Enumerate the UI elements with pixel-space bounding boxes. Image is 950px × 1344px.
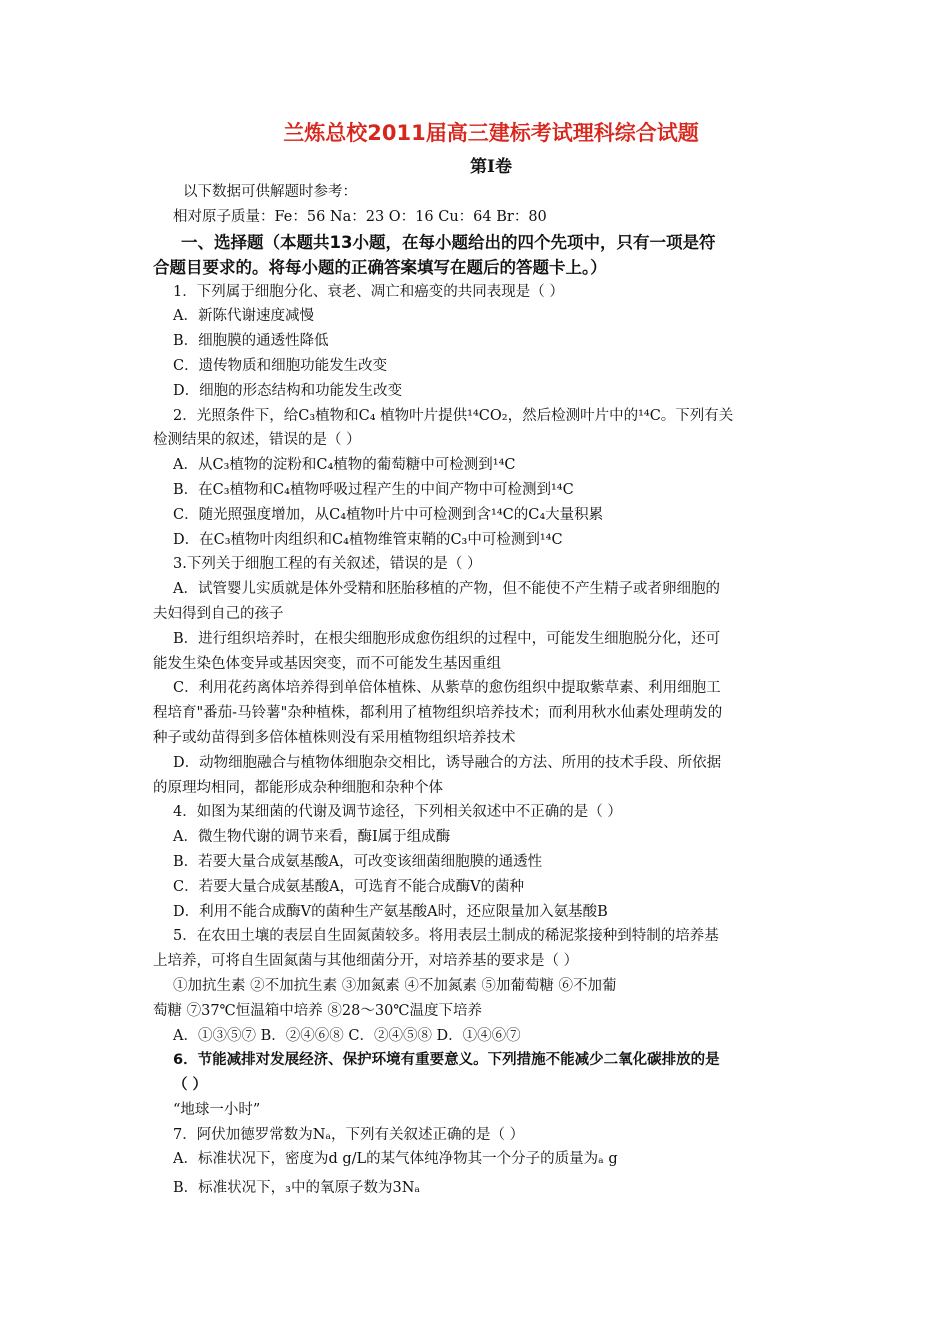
question-1: 1．下列属于细胞分化、衰老、凋亡和癌变的共同表现是（ ） [173, 283, 564, 300]
option-1d: D．细胞的形态结构和功能发生改变 [173, 382, 403, 399]
option-1a: A．新陈代谢速度减慢 [173, 308, 314, 325]
question-6-line1: 6．节能减排对发展经济、保护环境有重要意义。下列措施不能减少二氧化碳排放的是 [173, 1052, 720, 1069]
section1-heading-line2: 合题目要求的。将每小题的正确答案填写在题后的答题卡上。） [153, 257, 607, 277]
option-2a: A．从C₃植物的淀粉和C₄植物的葡萄糖中可检测到¹⁴C [173, 457, 516, 474]
question-5-options-line1: ①加抗生素 ②不加抗生素 ③加氮素 ④不加氮素 ⑤加葡萄糖 ⑥不加葡 [173, 977, 617, 994]
question-5-choices: A．①③⑤⑦ B．②④⑥⑧ C．②④⑤⑧ D．①④⑥⑦ [173, 1027, 521, 1044]
option-1c: C．遗传物质和细胞功能发生改变 [173, 357, 388, 374]
question-5-line1: 5．在农田土壤的表层自生固氮菌较多。将用表层土制成的稀泥浆接种到特制的培养基 [173, 928, 719, 945]
question-6-note: “地球一小时” [173, 1101, 261, 1118]
option-4a: A．微生物代谢的调节来看，酶Ⅰ属于组成酶 [173, 829, 451, 846]
option-3a-line1: A．试管婴儿实质就是体外受精和胚胎移植的产物，但不能使不产生精子或者卵细胞的 [173, 581, 720, 598]
option-3a-line2: 夫妇得到自己的孩子 [153, 605, 284, 622]
question-5-line2: 上培养，可将自生固氮菌与其他细菌分开，对培养基的要求是（ ） [153, 953, 579, 970]
option-3c-line1: C．利用花药离体培养得到单倍体植株、从紫草的愈伤组织中提取紫草素、利用细胞工 [173, 680, 721, 697]
option-4b: B．若要大量合成氨基酸A，可改变该细菌细胞膜的通透性 [173, 853, 543, 870]
intro-text: 以下数据可供解题时参考： [183, 184, 357, 200]
question-2-line2: 检测结果的叙述，错误的是（ ） [153, 432, 361, 449]
option-3c-line3: 种子或幼苗得到多倍体植株则没有采用植物组织培养技术 [153, 729, 516, 746]
section1-heading-line1: 一、选择题（本题共13小题，在每小题给出的四个先项中，只有一项是符 [181, 232, 716, 252]
option-4d: D．利用不能合成酶Ⅴ的菌种生产氨基酸A时，还应限量加入氨基酸B [173, 903, 608, 920]
option-4c: C．若要大量合成氨基酸A，可选育不能合成酶Ⅴ的菌种 [173, 878, 525, 895]
exam-page [153, 118, 809, 1201]
volume-heading: 第Ⅰ卷 [470, 157, 512, 177]
option-3b-line2: 能发生染色体变异或基因突变，而不可能发生基因重组 [153, 655, 501, 672]
option-3d-line1: D．动物细胞融合与植物体细胞杂交相比，诱导融合的方法、所用的技术手段、所依据 [173, 754, 722, 771]
atomic-mass-line: 相对原子质量：Fe：56 Na：23 O：16 Cu：64 Br：80 [173, 208, 547, 225]
option-3b-line1: B．进行组织培养时，在根尖细胞形成愈伤组织的过程中，可能发生细胞脱分化，还可 [173, 630, 721, 647]
option-2b: B．在C₃植物和C₄植物呼吸过程产生的中间产物中可检测到¹⁴C [173, 481, 574, 498]
option-2d: D．在C₃植物叶肉组织和C₄植物维管束鞘的C₃中可检测到¹⁴C [173, 531, 563, 548]
option-2c: C．随光照强度增加，从C₄植物叶片中可检测到含¹⁴C的C₄大量积累 [173, 506, 604, 523]
question-2-line1: 2．光照条件下，给C₃植物和C₄ 植物叶片提供¹⁴CO₂，然后检测叶片中的¹⁴C。下列有关 [173, 407, 734, 424]
exam-title: 兰炼总校2011届高三建标考试理科综合试题 [283, 121, 699, 145]
question-6-line2: （ ） [173, 1077, 208, 1094]
option-7a: A．标准状况下，密度为d g/L的某气体纯净物其一个分子的质量为ₐ g [173, 1151, 618, 1168]
option-1b: B．细胞膜的通透性降低 [173, 333, 329, 350]
question-3: 3.下列关于细胞工程的有关叙述，错误的是（ ） [173, 556, 482, 573]
option-7b: B．标准状况下，₃中的氧原子数为3Nₐ [173, 1180, 420, 1197]
question-4: 4．如图为某细菌的代谢及调节途径，下列相关叙述中不正确的是（ ） [173, 804, 622, 821]
question-5-options-line2: 萄糖 ⑦37℃恒温箱中培养 ⑧28～30℃温度下培养 [153, 1002, 483, 1019]
option-3c-line2: 程培育"番茄-马铃薯"杂种植株，都利用了植物组织培养技术；而利用秋水仙素处理萌发的 [153, 705, 723, 722]
option-3d-line2: 的原理均相同，都能形成杂种细胞和杂种个体 [153, 779, 443, 796]
question-7: 7．阿伏加德罗常数为Nₐ，下列有关叙述正确的是（ ） [173, 1126, 525, 1143]
